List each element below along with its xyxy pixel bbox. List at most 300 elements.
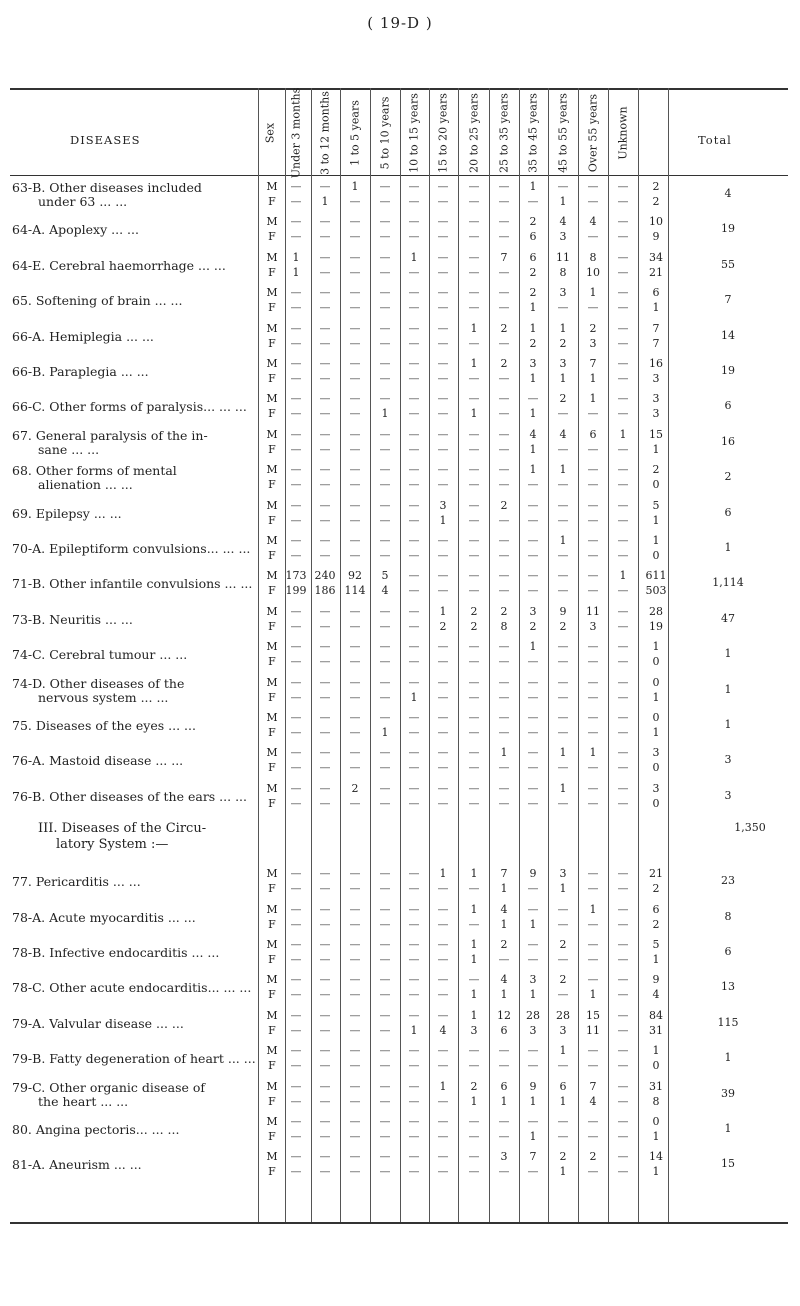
total-m: 3 <box>652 781 660 795</box>
disease-label: 80. Angina pectoris... ... ... <box>12 1122 180 1137</box>
cell-m: — <box>468 711 480 724</box>
sex-f: F <box>268 584 276 598</box>
cell-f: — <box>587 584 599 598</box>
cell-f: — <box>408 513 420 527</box>
age-header-6: 20 to 25 years <box>467 93 481 173</box>
cell-f: — <box>319 372 331 385</box>
cell-f: — <box>468 584 480 598</box>
cell-m: 3 <box>439 498 447 512</box>
cell-f: — <box>617 265 629 279</box>
cell-m: — <box>379 640 391 654</box>
cell-f: — <box>617 195 629 208</box>
cell-m: — <box>408 1115 420 1128</box>
cell-m: — <box>290 1115 302 1128</box>
cell-f: — <box>557 690 569 704</box>
cell-m: 12 <box>497 1008 511 1022</box>
cell-f: — <box>290 336 302 350</box>
cell-m: — <box>468 1044 480 1058</box>
disease-label: 81-A. Aneurism ... ... <box>12 1157 142 1173</box>
cell-f: — <box>468 882 480 896</box>
cell-m: — <box>379 1008 391 1022</box>
cell-f: — <box>468 513 480 527</box>
cell-f: — <box>379 442 391 456</box>
cell-m: 1 <box>589 902 597 916</box>
cell-m: 7 <box>589 357 597 370</box>
total-m: 3 <box>652 746 660 760</box>
cell-m: — <box>349 498 361 512</box>
sex-m: M <box>266 1044 278 1058</box>
cell-m: — <box>379 938 391 951</box>
total-f: 4 <box>652 988 660 1002</box>
cell-m: 7 <box>589 1079 597 1093</box>
cell-m: — <box>468 746 480 760</box>
cell-f: — <box>437 265 449 279</box>
cell-m: — <box>349 746 361 760</box>
cell-f: — <box>319 549 331 562</box>
cell-m: 5 <box>381 569 389 583</box>
cell-f: 3 <box>589 619 597 633</box>
cell-f: — <box>319 917 331 931</box>
cell-f: — <box>349 1023 361 1037</box>
cell-f: — <box>498 442 510 456</box>
cell-m: — <box>319 938 331 951</box>
cell-m: — <box>617 938 629 951</box>
cell-f: — <box>437 690 449 704</box>
cell-m: 1 <box>619 427 627 441</box>
cell-m: — <box>437 902 449 916</box>
cell-m: — <box>587 498 599 512</box>
cell-f: 1 <box>559 195 567 208</box>
cell-m: 2 <box>559 973 567 987</box>
cell-m: — <box>408 1008 420 1022</box>
cell-f: 2 <box>470 619 478 633</box>
total-m: 2 <box>652 180 660 193</box>
cell-m: — <box>408 781 420 795</box>
grand-total: 13 <box>721 980 735 994</box>
grand-total: 16 <box>721 434 735 448</box>
cell-m: — <box>319 675 331 689</box>
cell-f: — <box>498 549 510 562</box>
cell-m: — <box>617 902 629 916</box>
cell-m: — <box>379 250 391 264</box>
sex-f: F <box>268 1023 276 1037</box>
cell-f: — <box>379 1130 391 1143</box>
cell-f: — <box>527 796 539 810</box>
cell-m: — <box>290 604 302 618</box>
sex-m: M <box>266 286 278 300</box>
cell-m: — <box>290 938 302 951</box>
cell-m: — <box>290 640 302 654</box>
section-total: 1,350 <box>734 821 766 835</box>
cell-f: — <box>527 513 539 527</box>
cell-m: — <box>408 938 420 951</box>
cell-f: — <box>290 372 302 385</box>
cell-f: — <box>587 1165 599 1179</box>
sex-f: F <box>268 619 276 633</box>
disease-label-cont: the heart ... ... <box>38 1093 129 1109</box>
cell-f: — <box>587 726 599 739</box>
age-header-2: 1 to 5 years <box>348 100 362 166</box>
cell-m: — <box>437 569 449 583</box>
sex-m: M <box>266 973 278 987</box>
cell-f: 2 <box>559 619 567 633</box>
total-f: 1 <box>652 690 660 704</box>
total-m: 5 <box>652 938 660 951</box>
cell-m: — <box>319 534 331 547</box>
cell-m: — <box>617 1079 629 1093</box>
cell-m: — <box>468 569 480 583</box>
cell-f: 1 <box>529 1094 537 1108</box>
cell-f: — <box>290 796 302 810</box>
total-m: 1 <box>652 640 660 654</box>
age-header-5: 15 to 20 years <box>436 93 450 173</box>
cell-m: 3 <box>529 604 537 618</box>
cell-m: 2 <box>529 286 537 300</box>
cell-f: 8 <box>500 619 508 633</box>
cell-m: — <box>319 215 331 229</box>
cell-f: — <box>319 442 331 456</box>
cell-m: — <box>349 902 361 916</box>
cell-f: — <box>349 195 361 208</box>
cell-m: 28 <box>526 1008 540 1022</box>
cell-m: — <box>408 902 420 916</box>
cell-m: 8 <box>589 250 597 264</box>
cell-m: 6 <box>589 427 597 441</box>
total-m: 6 <box>652 902 660 916</box>
cell-f: — <box>349 1165 361 1179</box>
age-header-11: Unknown <box>616 106 630 160</box>
cell-f: — <box>468 1059 480 1073</box>
cell-f: — <box>408 372 420 385</box>
cell-f: — <box>587 761 599 775</box>
sex-header: Sex <box>263 122 277 144</box>
sex-f: F <box>268 442 276 456</box>
cell-m: — <box>468 973 480 987</box>
cell-f: — <box>408 195 420 208</box>
cell-f: — <box>290 953 302 966</box>
total-m: 2 <box>652 463 660 477</box>
cell-m: — <box>408 1150 420 1164</box>
grand-total: 39 <box>721 1086 735 1100</box>
cell-f: — <box>527 584 539 598</box>
cell-m: — <box>290 498 302 512</box>
total-f: 21 <box>649 265 663 279</box>
cell-m: — <box>527 711 539 724</box>
disease-label: 78-A. Acute myocarditis ... ... <box>12 909 196 925</box>
cell-f: — <box>437 1130 449 1143</box>
cell-m: — <box>290 286 302 300</box>
cell-m: — <box>437 321 449 335</box>
cell-f: — <box>408 584 420 598</box>
disease-label: 74-D. Other diseases of the <box>12 675 185 691</box>
sex-f: F <box>268 336 276 350</box>
cell-f: — <box>290 690 302 704</box>
cell-m: 7 <box>529 1150 537 1164</box>
cell-m: — <box>617 463 629 477</box>
sex-f: F <box>268 655 276 669</box>
sex-f: F <box>268 917 276 931</box>
cell-f: — <box>617 584 629 598</box>
cell-f: — <box>319 796 331 810</box>
cell-f: — <box>290 549 302 562</box>
cell-m: — <box>498 1044 510 1058</box>
cell-f: — <box>498 584 510 598</box>
cell-f: 1 <box>529 1130 537 1143</box>
grand-total: 115 <box>717 1015 739 1029</box>
cell-f: — <box>349 1130 361 1143</box>
cell-m: — <box>468 286 480 300</box>
cell-f: — <box>349 953 361 966</box>
cell-m: — <box>408 463 420 477</box>
cell-m: — <box>349 321 361 335</box>
cell-f: — <box>527 953 539 966</box>
cell-f: — <box>498 726 510 739</box>
cell-m: 4 <box>529 427 537 441</box>
cell-f: — <box>587 195 599 208</box>
cell-m: — <box>437 746 449 760</box>
sex-f: F <box>268 407 276 421</box>
cell-m: 3 <box>529 357 537 370</box>
cell-m: 3 <box>500 1150 508 1164</box>
section-subtitle: latory System :— <box>56 837 169 853</box>
cell-m: — <box>437 938 449 951</box>
cell-m: — <box>617 286 629 300</box>
cell-f: — <box>617 917 629 931</box>
cell-f: — <box>319 1130 331 1143</box>
total-f: 2 <box>652 917 660 931</box>
cell-f: — <box>617 882 629 896</box>
total-m: 1 <box>652 534 660 547</box>
cell-f: — <box>468 690 480 704</box>
cell-f: — <box>587 690 599 704</box>
disease-label: 66-A. Hemiplegia ... ... <box>12 328 154 344</box>
cell-f: — <box>349 372 361 385</box>
cell-f: — <box>408 265 420 279</box>
cell-f: — <box>498 690 510 704</box>
cell-m: — <box>379 867 391 881</box>
cell-m: — <box>587 675 599 689</box>
cell-f: — <box>408 301 420 315</box>
cell-m: — <box>290 392 302 406</box>
cell-m: — <box>379 463 391 477</box>
cell-m: — <box>468 463 480 477</box>
cell-f: 1 <box>559 882 567 896</box>
cell-m: — <box>290 1044 302 1058</box>
cell-m: — <box>498 463 510 477</box>
cell-m: — <box>617 392 629 406</box>
cell-f: — <box>290 301 302 315</box>
cell-m: — <box>587 640 599 654</box>
cell-f: — <box>498 195 510 208</box>
cell-f: — <box>319 953 331 966</box>
cell-m: 2 <box>559 938 567 951</box>
cell-f: — <box>498 1165 510 1179</box>
cell-m: — <box>557 711 569 724</box>
cell-m: — <box>349 534 361 547</box>
cell-f: 1 <box>321 195 329 208</box>
cell-m: — <box>408 215 420 229</box>
cell-f: — <box>290 195 302 208</box>
cell-m: — <box>349 867 361 881</box>
cell-m: — <box>498 180 510 193</box>
total-f: 9 <box>652 230 660 244</box>
cell-f: — <box>498 1059 510 1073</box>
cell-f: — <box>408 796 420 810</box>
cell-m: — <box>379 781 391 795</box>
cell-f: 1 <box>559 1165 567 1179</box>
total-f: 0 <box>652 761 660 775</box>
sex-m: M <box>266 938 278 951</box>
cell-f: — <box>349 442 361 456</box>
sex-f: F <box>268 882 276 896</box>
cell-f: — <box>290 1059 302 1073</box>
cell-f: — <box>617 761 629 775</box>
cell-f: 199 <box>285 584 307 598</box>
cell-f: — <box>379 796 391 810</box>
cell-f: — <box>349 549 361 562</box>
cell-f: — <box>319 619 331 633</box>
disease-label: 70-A. Epileptiform convulsions... ... ... <box>12 541 251 556</box>
grand-total: 7 <box>724 293 732 307</box>
cell-m: — <box>617 675 629 689</box>
cell-f: — <box>498 761 510 775</box>
disease-label: 77. Pericarditis ... ... <box>12 874 141 890</box>
cell-m: — <box>408 357 420 370</box>
cell-m: — <box>617 321 629 335</box>
cell-m: — <box>379 973 391 987</box>
cell-f: — <box>319 265 331 279</box>
cell-m: — <box>408 569 420 583</box>
cell-f: — <box>437 195 449 208</box>
cell-m: — <box>319 357 331 370</box>
cell-m: — <box>498 781 510 795</box>
total-f: 3 <box>652 372 660 385</box>
cell-m: — <box>290 1008 302 1022</box>
cell-f: — <box>349 655 361 669</box>
cell-m: — <box>349 427 361 441</box>
cell-m: — <box>587 938 599 951</box>
cell-m: — <box>617 867 629 881</box>
grand-total: 23 <box>721 874 735 888</box>
total-m: 0 <box>652 1115 660 1128</box>
total-f: 1 <box>652 301 660 315</box>
cell-f: — <box>319 1165 331 1179</box>
cell-m: — <box>379 902 391 916</box>
cell-f: — <box>557 796 569 810</box>
cell-m: — <box>319 781 331 795</box>
cell-f: — <box>468 726 480 739</box>
cell-m: — <box>527 569 539 583</box>
cell-f: — <box>468 796 480 810</box>
cell-f: 2 <box>529 265 537 279</box>
age-header-9: 45 to 55 years <box>556 93 570 173</box>
cell-m: — <box>437 357 449 370</box>
cell-m: — <box>617 357 629 370</box>
cell-f: 10 <box>586 265 600 279</box>
cell-f: — <box>290 882 302 896</box>
cell-m: — <box>557 1115 569 1128</box>
cell-m: — <box>437 286 449 300</box>
cell-m: — <box>349 286 361 300</box>
sex-f: F <box>268 1094 276 1108</box>
cell-f: — <box>379 230 391 244</box>
cell-m: — <box>527 781 539 795</box>
cell-m: 9 <box>529 1079 537 1093</box>
cell-f: — <box>437 953 449 966</box>
cell-f: — <box>617 372 629 385</box>
cell-f: 8 <box>559 265 567 279</box>
disease-label: 67. General paralysis of the in- <box>12 427 208 443</box>
cell-f: — <box>349 1059 361 1073</box>
cell-m: — <box>557 569 569 583</box>
cell-m: 1 <box>559 321 567 335</box>
grand-total: 1 <box>724 541 732 554</box>
cell-f: — <box>349 690 361 704</box>
cell-f: — <box>408 917 420 931</box>
cell-f: — <box>379 336 391 350</box>
cell-m: — <box>617 1044 629 1058</box>
sex-f: F <box>268 301 276 315</box>
total-m: 6 <box>652 286 660 300</box>
cell-m: — <box>290 427 302 441</box>
cell-m: — <box>498 711 510 724</box>
grand-total: 55 <box>721 257 735 271</box>
cell-m: 1 <box>439 604 447 618</box>
cell-f: — <box>527 690 539 704</box>
cell-f: — <box>437 230 449 244</box>
cell-f: — <box>437 726 449 739</box>
cell-m: — <box>468 215 480 229</box>
sex-m: M <box>266 569 278 583</box>
total-f: 503 <box>645 584 667 598</box>
sex-m: M <box>266 1079 278 1093</box>
cell-f: — <box>617 549 629 562</box>
grand-total: 15 <box>721 1157 735 1171</box>
cell-f: — <box>379 265 391 279</box>
cell-f: — <box>617 690 629 704</box>
cell-f: — <box>379 917 391 931</box>
cell-m: — <box>290 1079 302 1093</box>
cell-f: — <box>617 988 629 1002</box>
cell-f: — <box>587 917 599 931</box>
total-m: 21 <box>649 867 663 881</box>
cell-f: — <box>290 761 302 775</box>
cell-f: — <box>319 478 331 492</box>
total-f: 2 <box>652 195 660 208</box>
cell-f: — <box>290 619 302 633</box>
cell-m: — <box>290 746 302 760</box>
cell-f: — <box>587 882 599 896</box>
cell-f: — <box>408 230 420 244</box>
grand-total: 1 <box>724 647 732 661</box>
sex-m: M <box>266 675 278 689</box>
cell-m: 1 <box>439 1079 447 1093</box>
sex-f: F <box>268 796 276 810</box>
sex-f: F <box>268 1059 276 1073</box>
cell-f: — <box>468 655 480 669</box>
cell-f: — <box>437 796 449 810</box>
cell-m: 1 <box>439 867 447 881</box>
cell-m: — <box>290 867 302 881</box>
cell-m: — <box>617 250 629 264</box>
cell-m: — <box>319 746 331 760</box>
cell-f: 1 <box>500 1094 508 1108</box>
sex-f: F <box>268 513 276 527</box>
cell-f: — <box>408 1059 420 1073</box>
cell-m: 1 <box>559 781 567 795</box>
cell-f: — <box>290 1165 302 1179</box>
cell-m: 7 <box>500 250 508 264</box>
